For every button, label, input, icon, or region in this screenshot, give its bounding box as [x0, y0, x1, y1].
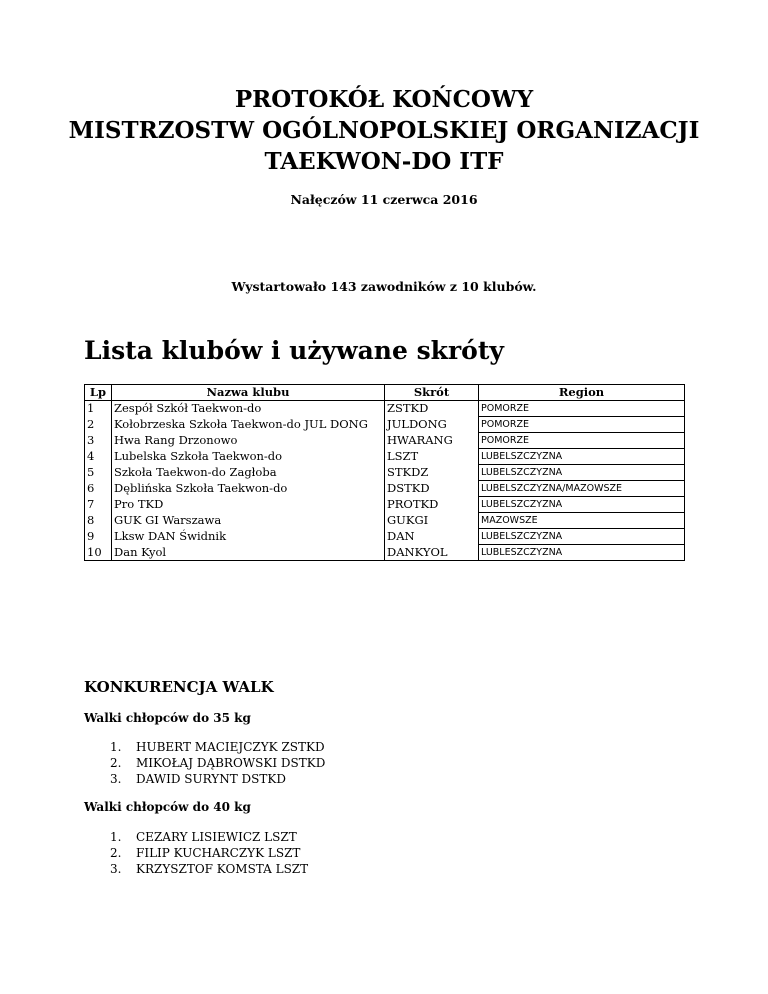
cell-lp: 7	[85, 497, 112, 513]
cell-abbreviation: STKDZ	[385, 465, 479, 481]
cell-club-name: Hwa Rang Drzonowo	[112, 433, 385, 449]
competitor-name: DAWID SURYNT DSTKD	[136, 772, 286, 786]
competitor-name: FILIP KUCHARCZYK LSZT	[136, 846, 301, 860]
cell-lp: 6	[85, 481, 112, 497]
cell-lp: 10	[85, 545, 112, 561]
cell-abbreviation: DANKYOL	[385, 545, 479, 561]
cell-club-name: Pro TKD	[112, 497, 385, 513]
cell-abbreviation: PROTKD	[385, 497, 479, 513]
cell-region: LUBELSZCZYZNA	[479, 497, 685, 513]
title-line-1: PROTOKÓŁ KOŃCOWY	[234, 86, 534, 113]
cell-region: LUBLESZCZYZNA	[479, 545, 685, 561]
header-abbreviation: Skrót	[385, 385, 479, 401]
table-row	[85, 417, 685, 433]
competitor-name: MIKOŁAJ DĄBROWSKI DSTKD	[136, 756, 326, 770]
cell-lp: 2	[85, 417, 112, 433]
competition-heading: KONKURENCJA WALK	[84, 678, 274, 696]
cell-lp: 1	[85, 401, 112, 417]
table-row	[85, 449, 685, 465]
category-title: Walki chłopców do 35 kg	[84, 711, 251, 725]
place-number: 2.	[110, 846, 122, 860]
cell-club-name: Kołobrzeska Szkoła Taekwon-do JUL DONG	[112, 417, 385, 433]
event-date: Nałęczów 11 czerwca 2016	[290, 192, 478, 207]
participants-summary: Wystartowało 143 zawodników z 10 klubów.	[231, 279, 537, 294]
title-line-2: MISTRZOSTW OGÓLNOPOLSKIEJ ORGANIZACJI	[68, 117, 700, 144]
clubs-table	[84, 384, 685, 561]
cell-abbreviation: LSZT	[385, 449, 479, 465]
cell-lp: 4	[85, 449, 112, 465]
table-row	[85, 529, 685, 545]
list-item	[110, 755, 325, 771]
place-number: 3.	[110, 772, 122, 786]
cell-club-name: Dan Kyol	[112, 545, 385, 561]
table-row	[85, 465, 685, 481]
cell-abbreviation: HWARANG	[385, 433, 479, 449]
cell-lp: 8	[85, 513, 112, 529]
document-title	[0, 84, 768, 177]
table-row	[85, 497, 685, 513]
clubs-table-header-row	[85, 385, 685, 401]
cell-abbreviation: DAN	[385, 529, 479, 545]
competitor-name: HUBERT MACIEJCZYK ZSTKD	[136, 740, 325, 754]
table-row	[85, 401, 685, 417]
cell-region: LUBELSZCZYZNA	[479, 529, 685, 545]
cell-club-name: GUK GI Warszawa	[112, 513, 385, 529]
results-list	[110, 739, 325, 787]
table-row	[85, 481, 685, 497]
list-item	[110, 845, 308, 861]
list-item	[110, 771, 325, 787]
cell-club-name: Zespół Szkół Taekwon-do	[112, 401, 385, 417]
place-number: 3.	[110, 862, 122, 876]
place-number: 1.	[110, 740, 122, 754]
cell-region: LUBELSZCZYZNA	[479, 449, 685, 465]
cell-region: MAZOWSZE	[479, 513, 685, 529]
title-line-3: TAEKWON-DO ITF	[264, 148, 504, 175]
list-item	[110, 739, 325, 755]
cell-club-name: Szkoła Taekwon-do Zagłoba	[112, 465, 385, 481]
cell-club-name: Dęblińska Szkoła Taekwon-do	[112, 481, 385, 497]
table-row	[85, 545, 685, 561]
cell-lp: 5	[85, 465, 112, 481]
category-title: Walki chłopców do 40 kg	[84, 800, 251, 814]
cell-region: LUBELSZCZYZNA/MAZOWSZE	[479, 481, 685, 497]
cell-region: POMORZE	[479, 417, 685, 433]
header-region: Region	[479, 385, 685, 401]
list-item	[110, 861, 308, 877]
cell-club-name: Lksw DAN Świdnik	[112, 529, 385, 545]
competitor-name: CEZARY LISIEWICZ LSZT	[136, 830, 297, 844]
table-row	[85, 513, 685, 529]
cell-abbreviation: JULDONG	[385, 417, 479, 433]
place-number: 1.	[110, 830, 122, 844]
competitor-name: KRZYSZTOF KOMSTA LSZT	[136, 862, 309, 876]
cell-abbreviation: DSTKD	[385, 481, 479, 497]
cell-region: POMORZE	[479, 401, 685, 417]
cell-region: LUBELSZCZYZNA	[479, 465, 685, 481]
clubs-heading: Lista klubów i używane skróty	[84, 336, 504, 365]
cell-club-name: Lubelska Szkoła Taekwon-do	[112, 449, 385, 465]
list-item	[110, 829, 308, 845]
cell-lp: 3	[85, 433, 112, 449]
table-row	[85, 433, 685, 449]
cell-region: POMORZE	[479, 433, 685, 449]
place-number: 2.	[110, 756, 122, 770]
header-lp: Lp	[85, 385, 112, 401]
cell-abbreviation: ZSTKD	[385, 401, 479, 417]
header-club-name: Nazwa klubu	[112, 385, 385, 401]
cell-abbreviation: GUKGI	[385, 513, 479, 529]
results-list	[110, 829, 308, 877]
cell-lp: 9	[85, 529, 112, 545]
